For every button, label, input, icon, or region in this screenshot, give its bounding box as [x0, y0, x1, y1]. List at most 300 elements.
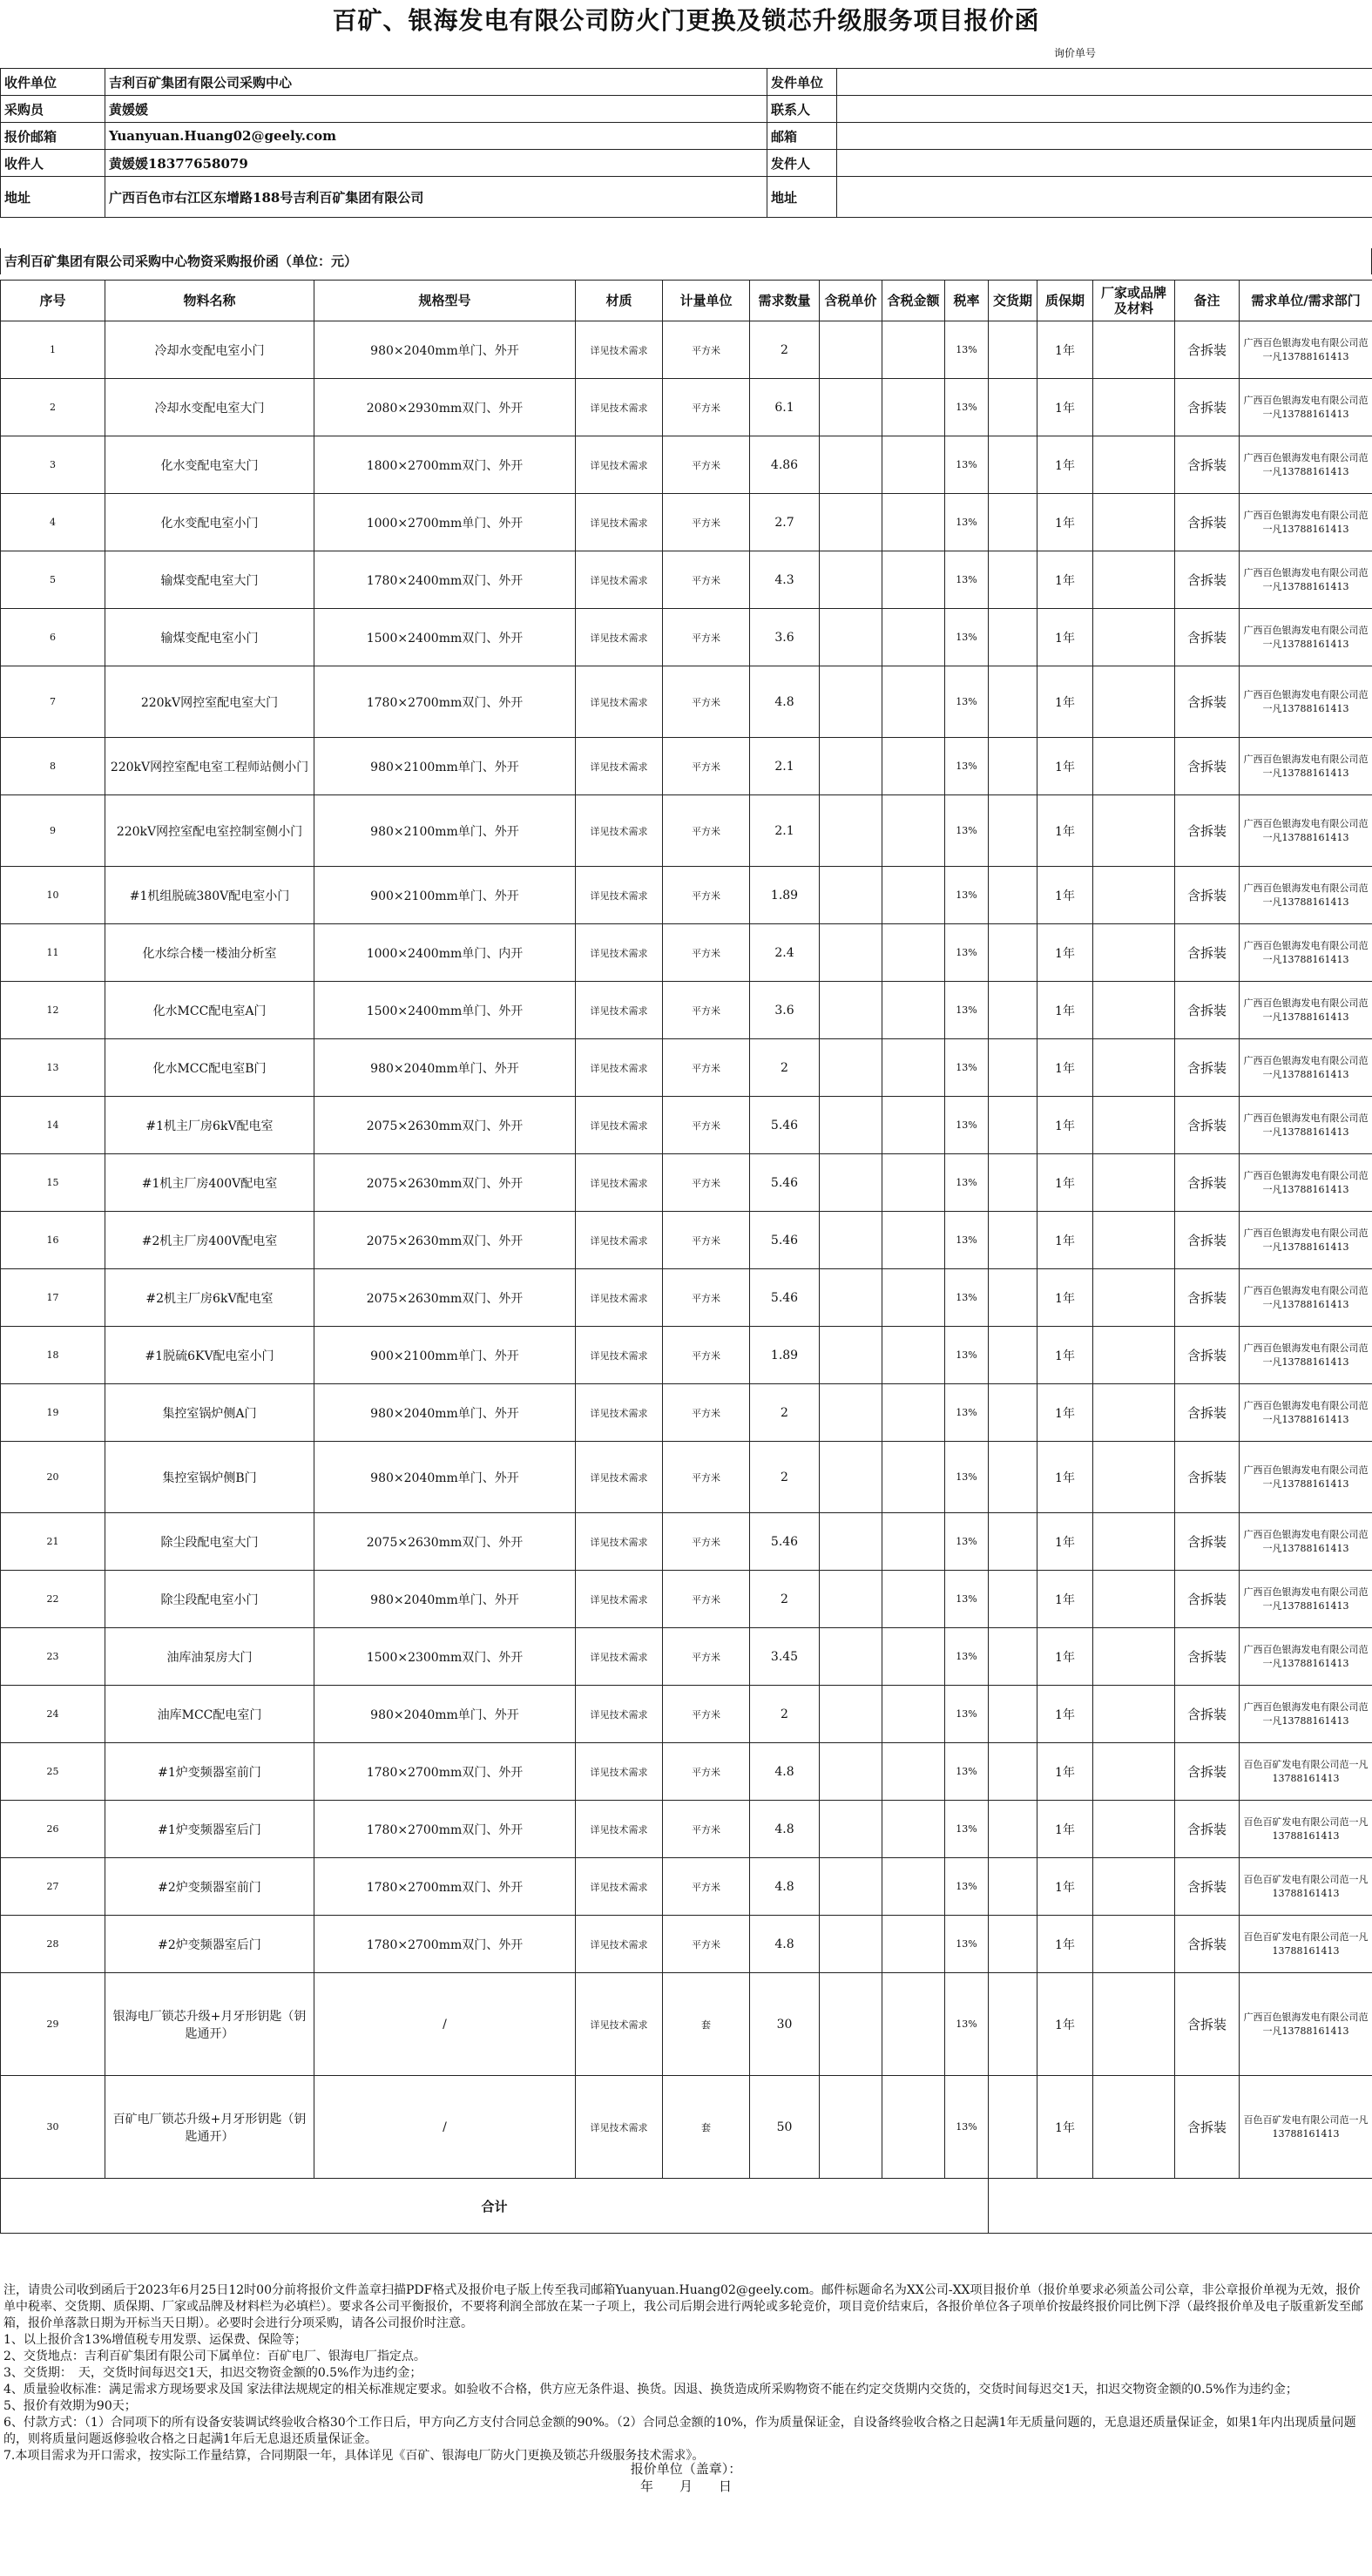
item-spec: 1500×2400mm单门、外开: [314, 982, 576, 1039]
item-taxed-amount[interactable]: [882, 1628, 945, 1686]
item-taxed-price[interactable]: [820, 1384, 882, 1442]
item-delivery[interactable]: [989, 1269, 1037, 1327]
item-material: 详见技术需求: [576, 666, 663, 738]
item-dept: 广西百色银海发电有限公司范一凡13788161413: [1240, 1513, 1372, 1571]
item-delivery[interactable]: [989, 666, 1037, 738]
item-qty: 3.6: [750, 609, 820, 666]
item-material: 详见技术需求: [576, 2076, 663, 2179]
item-material: 详见技术需求: [576, 1039, 663, 1097]
item-delivery[interactable]: [989, 1039, 1037, 1097]
item-material: 详见技术需求: [576, 982, 663, 1039]
item-taxed-price[interactable]: [820, 609, 882, 666]
item-taxed-amount[interactable]: [882, 1442, 945, 1513]
item-brand[interactable]: [1093, 1858, 1175, 1916]
item-spec: 2075×2630mm双门、外开: [314, 1513, 576, 1571]
item-material: 详见技术需求: [576, 1858, 663, 1916]
item-material: 详见技术需求: [576, 1916, 663, 1973]
note-line: 注，请贵公司收到函后于2023年6月25日12时00分前将报价文件盖章扫描PDF格式及报价电子版上传至我司邮箱Yuanyuan.Huang02@geely.com。邮件标题命名为XX公司-XX项目报价单（报价单要求必须盖公司公章，非公章报价单视为无效，报价单中税率、交货期、质保期、厂家或品牌及材料栏为必填栏）。要求各公司平衡报价，不要将利润全部放在某一子项上，我公司后期会进行两轮或多轮竞价，项目竞价结束后，各报价单位各子项单价按最终报价同比例下浮（最终报价单及电子版重新发至邮箱，报价单落款日期为开标当天日期）。必要时会进行分项采购，请各公司报价时注意。: [3, 2283, 1363, 2330]
item-remark: 含拆装: [1175, 1039, 1240, 1097]
item-tax-rate: 13%: [945, 379, 989, 436]
item-brand[interactable]: [1093, 436, 1175, 494]
item-tax-rate: 13%: [945, 1269, 989, 1327]
total-row: [1, 2179, 1372, 2234]
notes-section: [0, 2282, 1372, 2464]
item-delivery[interactable]: [989, 1212, 1037, 1269]
address-label: 地址: [1, 177, 105, 218]
item-delivery[interactable]: [989, 1916, 1037, 1973]
item-warranty: 1年: [1037, 379, 1093, 436]
item-warranty: 1年: [1037, 321, 1093, 379]
header-name: 物料名称: [105, 281, 314, 321]
item-name: 化水综合楼一楼油分析室: [105, 924, 314, 982]
table-row: [1, 2076, 1372, 2179]
item-warranty: 1年: [1037, 1154, 1093, 1212]
item-remark: 含拆装: [1175, 1513, 1240, 1571]
item-dept: 广西百色银海发电有限公司范一凡13788161413: [1240, 321, 1372, 379]
item-taxed-amount[interactable]: [882, 1973, 945, 2076]
table-row: [1, 1916, 1372, 1973]
item-delivery[interactable]: [989, 436, 1037, 494]
item-brand[interactable]: [1093, 321, 1175, 379]
item-tax-rate: 13%: [945, 924, 989, 982]
item-material: 详见技术需求: [576, 1686, 663, 1743]
item-unit: 平方米: [663, 1442, 750, 1513]
item-spec: 2080×2930mm双门、外开: [314, 379, 576, 436]
item-taxed-amount[interactable]: [882, 1916, 945, 1973]
send-unit-field[interactable]: [837, 69, 1372, 96]
item-taxed-amount[interactable]: [882, 1097, 945, 1154]
header-taxed-price: 含税单价: [820, 281, 882, 321]
item-taxed-price[interactable]: [820, 982, 882, 1039]
item-name: #1炉变频器室前门: [105, 1743, 314, 1801]
item-seq: 7: [1, 666, 105, 738]
item-taxed-price[interactable]: [820, 795, 882, 867]
item-brand[interactable]: [1093, 1916, 1175, 1973]
item-seq: 30: [1, 2076, 105, 2179]
item-qty: 2: [750, 321, 820, 379]
item-taxed-price[interactable]: [820, 379, 882, 436]
address2-label: 地址: [767, 177, 837, 218]
item-material: 详见技术需求: [576, 436, 663, 494]
item-qty: 4.8: [750, 666, 820, 738]
item-remark: 含拆装: [1175, 1097, 1240, 1154]
item-taxed-price[interactable]: [820, 738, 882, 795]
item-taxed-amount[interactable]: [882, 924, 945, 982]
item-taxed-amount[interactable]: [882, 1571, 945, 1628]
item-taxed-price[interactable]: [820, 1686, 882, 1743]
item-remark: 含拆装: [1175, 1269, 1240, 1327]
item-delivery[interactable]: [989, 924, 1037, 982]
item-qty: 5.46: [750, 1154, 820, 1212]
table-row: [1, 321, 1372, 379]
email-value: Yuanyuan.Huang02@geely.com: [105, 123, 767, 150]
item-material: 详见技术需求: [576, 1801, 663, 1858]
item-delivery[interactable]: [989, 738, 1037, 795]
item-delivery[interactable]: [989, 494, 1037, 551]
item-delivery[interactable]: [989, 1858, 1037, 1916]
item-brand[interactable]: [1093, 1327, 1175, 1384]
mailbox-label: 邮箱: [767, 123, 837, 150]
item-delivery[interactable]: [989, 1384, 1037, 1442]
item-name: 输煤变配电室小门: [105, 609, 314, 666]
item-taxed-price[interactable]: [820, 436, 882, 494]
item-remark: 含拆装: [1175, 1384, 1240, 1442]
item-warranty: 1年: [1037, 924, 1093, 982]
item-brand[interactable]: [1093, 1571, 1175, 1628]
item-qty: 4.8: [750, 1858, 820, 1916]
item-remark: 含拆装: [1175, 1442, 1240, 1513]
item-name: #1机主厂房6kV配电室: [105, 1097, 314, 1154]
item-warranty: 1年: [1037, 551, 1093, 609]
item-delivery[interactable]: [989, 1973, 1037, 2076]
item-remark: 含拆装: [1175, 609, 1240, 666]
item-brand[interactable]: [1093, 2076, 1175, 2179]
item-delivery[interactable]: [989, 1154, 1037, 1212]
item-delivery[interactable]: [989, 2076, 1037, 2179]
item-taxed-price[interactable]: [820, 1571, 882, 1628]
item-taxed-amount[interactable]: [882, 1858, 945, 1916]
item-dept: 广西百色银海发电有限公司范一凡13788161413: [1240, 1097, 1372, 1154]
item-tax-rate: 13%: [945, 867, 989, 924]
sender-label: 发件人: [767, 150, 837, 177]
item-taxed-amount[interactable]: [882, 1212, 945, 1269]
item-name: #2炉变频器室前门: [105, 1858, 314, 1916]
item-warranty: 1年: [1037, 1628, 1093, 1686]
header-remark: 备注: [1175, 281, 1240, 321]
item-remark: 含拆装: [1175, 1916, 1240, 1973]
item-taxed-amount[interactable]: [882, 738, 945, 795]
item-brand[interactable]: [1093, 1212, 1175, 1269]
item-taxed-price[interactable]: [820, 1858, 882, 1916]
item-qty: 5.46: [750, 1513, 820, 1571]
item-name: 油库油泵房大门: [105, 1628, 314, 1686]
item-seq: 9: [1, 795, 105, 867]
item-taxed-price[interactable]: [820, 666, 882, 738]
header-warranty: 质保期: [1037, 281, 1093, 321]
item-brand[interactable]: [1093, 795, 1175, 867]
item-material: 详见技术需求: [576, 738, 663, 795]
item-material: 详见技术需求: [576, 1327, 663, 1384]
item-spec: 1780×2700mm双门、外开: [314, 666, 576, 738]
item-spec: 980×2040mm单门、外开: [314, 1039, 576, 1097]
item-unit: 平方米: [663, 1628, 750, 1686]
item-dept: 百色百矿发电有限公司范一凡13788161413: [1240, 1801, 1372, 1858]
item-taxed-price[interactable]: [820, 1973, 882, 2076]
mailbox-field[interactable]: [837, 123, 1372, 150]
item-spec: /: [314, 1973, 576, 2076]
item-taxed-price[interactable]: [820, 551, 882, 609]
item-unit: 套: [663, 2076, 750, 2179]
header-dept: 需求单位/需求部门: [1240, 281, 1372, 321]
table-row: [1, 551, 1372, 609]
note-line: 4、质量验收标准：满足需求方现场要求及国 家法律法规规定的相关标准规定要求。如验收不合格，供方应无条件退、换货。因退、换货造成所采购物资不能在约定交货期内交货的，交货时间每迟交1天，扣迟交物资金额的0.5%作为违约金；: [3, 2383, 1298, 2397]
item-unit: 平方米: [663, 738, 750, 795]
item-brand[interactable]: [1093, 1628, 1175, 1686]
item-delivery[interactable]: [989, 1628, 1037, 1686]
item-unit: 平方米: [663, 1513, 750, 1571]
item-tax-rate: 13%: [945, 1973, 989, 2076]
item-dept: 广西百色银海发电有限公司范一凡13788161413: [1240, 867, 1372, 924]
item-delivery[interactable]: [989, 1442, 1037, 1513]
item-brand[interactable]: [1093, 1801, 1175, 1858]
item-dept: 广西百色银海发电有限公司范一凡13788161413: [1240, 436, 1372, 494]
item-name: #1机主厂房400V配电室: [105, 1154, 314, 1212]
item-tax-rate: 13%: [945, 1686, 989, 1743]
item-material: 详见技术需求: [576, 1628, 663, 1686]
item-remark: 含拆装: [1175, 1801, 1240, 1858]
item-taxed-amount[interactable]: [882, 321, 945, 379]
table-row: [1, 379, 1372, 436]
item-taxed-price[interactable]: [820, 867, 882, 924]
item-taxed-price[interactable]: [820, 1628, 882, 1686]
item-taxed-amount[interactable]: [882, 867, 945, 924]
item-spec: 1500×2300mm双门、外开: [314, 1628, 576, 1686]
item-brand[interactable]: [1093, 1384, 1175, 1442]
item-seq: 28: [1, 1916, 105, 1973]
item-material: 详见技术需求: [576, 1973, 663, 2076]
item-material: 详见技术需求: [576, 1571, 663, 1628]
item-spec: 980×2100mm单门、外开: [314, 795, 576, 867]
item-brand[interactable]: [1093, 738, 1175, 795]
item-delivery[interactable]: [989, 379, 1037, 436]
item-taxed-price[interactable]: [820, 1513, 882, 1571]
table-row: [1, 1269, 1372, 1327]
item-taxed-amount[interactable]: [882, 494, 945, 551]
item-qty: 30: [750, 1973, 820, 2076]
item-warranty: 1年: [1037, 1384, 1093, 1442]
item-seq: 13: [1, 1039, 105, 1097]
item-taxed-price[interactable]: [820, 1269, 882, 1327]
item-qty: 2.7: [750, 494, 820, 551]
item-taxed-amount[interactable]: [882, 982, 945, 1039]
item-brand[interactable]: [1093, 494, 1175, 551]
table-row: [1, 1686, 1372, 1743]
item-name: 220kV网控室配电室控制室侧小门: [105, 795, 314, 867]
item-taxed-price[interactable]: [820, 1097, 882, 1154]
item-dept: 百色百矿发电有限公司范一凡13788161413: [1240, 1743, 1372, 1801]
item-spec: 1780×2700mm双门、外开: [314, 1858, 576, 1916]
item-taxed-amount[interactable]: [882, 1384, 945, 1442]
item-taxed-price[interactable]: [820, 321, 882, 379]
item-brand[interactable]: [1093, 609, 1175, 666]
item-warranty: 1年: [1037, 2076, 1093, 2179]
item-brand[interactable]: [1093, 1442, 1175, 1513]
item-name: 化水变配电室大门: [105, 436, 314, 494]
item-taxed-amount[interactable]: [882, 379, 945, 436]
item-qty: 2: [750, 1571, 820, 1628]
table-row: [1, 666, 1372, 738]
item-unit: 平方米: [663, 551, 750, 609]
item-brand[interactable]: [1093, 551, 1175, 609]
item-tax-rate: 13%: [945, 1327, 989, 1384]
item-taxed-amount[interactable]: [882, 1801, 945, 1858]
item-brand[interactable]: [1093, 666, 1175, 738]
total-value[interactable]: [989, 2179, 1372, 2234]
item-unit: 平方米: [663, 982, 750, 1039]
item-remark: 含拆装: [1175, 551, 1240, 609]
item-taxed-price[interactable]: [820, 1154, 882, 1212]
item-taxed-price[interactable]: [820, 1212, 882, 1269]
item-delivery[interactable]: [989, 1686, 1037, 1743]
item-spec: 2075×2630mm双门、外开: [314, 1212, 576, 1269]
item-material: 详见技术需求: [576, 1154, 663, 1212]
item-remark: 含拆装: [1175, 321, 1240, 379]
item-unit: 平方米: [663, 1801, 750, 1858]
item-taxed-amount[interactable]: [882, 1269, 945, 1327]
item-delivery[interactable]: [989, 867, 1037, 924]
item-taxed-price[interactable]: [820, 1327, 882, 1384]
item-delivery[interactable]: [989, 1097, 1037, 1154]
item-qty: 2.1: [750, 795, 820, 867]
note-line: 6、付款方式：（1）合同项下的所有设备安装调试终验收合格30个工作日后，甲方向乙方支付合同总金额的90%。（2）合同总金额的10%，作为质量保证金，自设备终验收合格之日起满1年无质量问题的，无息退还质量保证金，如果1年内出现质量问题的，则将质量问题返修验收合格之日起满1年后无息退还质量保证金。: [3, 2416, 1356, 2446]
item-seq: 15: [1, 1154, 105, 1212]
item-dept: 广西百色银海发电有限公司范一凡13788161413: [1240, 1212, 1372, 1269]
total-label: 合计: [1, 2179, 989, 2234]
item-brand[interactable]: [1093, 924, 1175, 982]
item-qty: 4.3: [750, 551, 820, 609]
item-dept: 广西百色银海发电有限公司范一凡13788161413: [1240, 1384, 1372, 1442]
address-value: 广西百色市右江区东增路188号吉利百矿集团有限公司: [105, 177, 767, 218]
contact-field[interactable]: [837, 96, 1372, 123]
item-taxed-amount[interactable]: [882, 795, 945, 867]
item-brand[interactable]: [1093, 1097, 1175, 1154]
item-seq: 25: [1, 1743, 105, 1801]
item-taxed-price[interactable]: [820, 1916, 882, 1973]
item-delivery[interactable]: [989, 321, 1037, 379]
recv-unit-value: 吉利百矿集团有限公司采购中心: [105, 69, 767, 96]
item-taxed-price[interactable]: [820, 494, 882, 551]
item-qty: 5.46: [750, 1097, 820, 1154]
item-spec: 1780×2700mm双门、外开: [314, 1743, 576, 1801]
item-spec: 900×2100mm单门、外开: [314, 1327, 576, 1384]
item-taxed-amount[interactable]: [882, 1154, 945, 1212]
item-tax-rate: 13%: [945, 795, 989, 867]
item-spec: 980×2040mm单门、外开: [314, 1686, 576, 1743]
item-brand[interactable]: [1093, 1686, 1175, 1743]
item-taxed-amount[interactable]: [882, 551, 945, 609]
item-delivery[interactable]: [989, 1513, 1037, 1571]
item-remark: 含拆装: [1175, 1858, 1240, 1916]
item-qty: 2: [750, 1384, 820, 1442]
item-taxed-amount[interactable]: [882, 1327, 945, 1384]
item-seq: 29: [1, 1973, 105, 2076]
item-unit: 平方米: [663, 609, 750, 666]
item-brand[interactable]: [1093, 1513, 1175, 1571]
item-warranty: 1年: [1037, 1801, 1093, 1858]
item-brand[interactable]: [1093, 867, 1175, 924]
item-qty: 1.89: [750, 867, 820, 924]
buyer-label: 采购员: [1, 96, 105, 123]
item-spec: 980×2100mm单门、外开: [314, 738, 576, 795]
item-delivery[interactable]: [989, 982, 1037, 1039]
item-seq: 8: [1, 738, 105, 795]
item-seq: 10: [1, 867, 105, 924]
item-brand[interactable]: [1093, 1973, 1175, 2076]
item-taxed-price[interactable]: [820, 1442, 882, 1513]
item-brand[interactable]: [1093, 982, 1175, 1039]
item-seq: 6: [1, 609, 105, 666]
item-name: #2机主厂房400V配电室: [105, 1212, 314, 1269]
item-dept: 百色百矿发电有限公司范一凡13788161413: [1240, 1858, 1372, 1916]
header-seq: 序号: [1, 281, 105, 321]
item-warranty: 1年: [1037, 1743, 1093, 1801]
address2-field[interactable]: [837, 177, 1372, 218]
item-spec: 1780×2400mm双门、外开: [314, 551, 576, 609]
item-taxed-amount[interactable]: [882, 436, 945, 494]
item-delivery[interactable]: [989, 1743, 1037, 1801]
item-taxed-price[interactable]: [820, 1743, 882, 1801]
recipient-value: 黄媛媛18377658079: [105, 150, 767, 177]
table-row: [1, 1858, 1372, 1916]
item-material: 详见技术需求: [576, 1442, 663, 1513]
header-spec: 规格型号: [314, 281, 576, 321]
item-brand[interactable]: [1093, 1269, 1175, 1327]
item-unit: 平方米: [663, 1384, 750, 1442]
item-brand[interactable]: [1093, 379, 1175, 436]
item-taxed-price[interactable]: [820, 924, 882, 982]
item-warranty: 1年: [1037, 1513, 1093, 1571]
item-taxed-amount[interactable]: [882, 1513, 945, 1571]
item-delivery[interactable]: [989, 551, 1037, 609]
item-unit: 平方米: [663, 1154, 750, 1212]
item-material: 详见技术需求: [576, 1743, 663, 1801]
item-remark: 含拆装: [1175, 1628, 1240, 1686]
item-taxed-amount[interactable]: [882, 2076, 945, 2179]
item-taxed-amount[interactable]: [882, 666, 945, 738]
item-name: 化水MCC配电室B门: [105, 1039, 314, 1097]
item-name: 集控室锅炉侧B门: [105, 1442, 314, 1513]
item-warranty: 1年: [1037, 666, 1093, 738]
item-spec: 1000×2400mm单门、内开: [314, 924, 576, 982]
item-dept: 广西百色银海发电有限公司范一凡13788161413: [1240, 551, 1372, 609]
item-brand[interactable]: [1093, 1039, 1175, 1097]
item-taxed-amount[interactable]: [882, 609, 945, 666]
item-delivery[interactable]: [989, 1327, 1037, 1384]
header-taxed-amount: 含税金额: [882, 281, 945, 321]
item-remark: 含拆装: [1175, 436, 1240, 494]
item-name: 输煤变配电室大门: [105, 551, 314, 609]
item-dept: 广西百色银海发电有限公司范一凡13788161413: [1240, 1686, 1372, 1743]
item-taxed-amount[interactable]: [882, 1039, 945, 1097]
item-brand[interactable]: [1093, 1743, 1175, 1801]
item-remark: 含拆装: [1175, 1154, 1240, 1212]
item-taxed-amount[interactable]: [882, 1686, 945, 1743]
item-delivery[interactable]: [989, 609, 1037, 666]
recv-unit-label: 收件单位: [1, 69, 105, 96]
item-warranty: 1年: [1037, 1039, 1093, 1097]
item-taxed-price[interactable]: [820, 2076, 882, 2179]
item-delivery[interactable]: [989, 1571, 1037, 1628]
sender-field[interactable]: [837, 150, 1372, 177]
item-spec: 980×2040mm单门、外开: [314, 1384, 576, 1442]
item-material: 详见技术需求: [576, 379, 663, 436]
item-taxed-price[interactable]: [820, 1039, 882, 1097]
item-dept: 广西百色银海发电有限公司范一凡13788161413: [1240, 666, 1372, 738]
table-row: [1, 795, 1372, 867]
item-delivery[interactable]: [989, 795, 1037, 867]
item-taxed-amount[interactable]: [882, 1743, 945, 1801]
header-material: 材质: [576, 281, 663, 321]
item-brand[interactable]: [1093, 1154, 1175, 1212]
table-row: [1, 1097, 1372, 1154]
item-delivery[interactable]: [989, 1801, 1037, 1858]
item-qty: 3.6: [750, 982, 820, 1039]
item-qty: 4.86: [750, 436, 820, 494]
item-unit: 平方米: [663, 1097, 750, 1154]
item-spec: 1780×2700mm双门、外开: [314, 1916, 576, 1973]
item-spec: 2075×2630mm双门、外开: [314, 1269, 576, 1327]
item-taxed-price[interactable]: [820, 1801, 882, 1858]
